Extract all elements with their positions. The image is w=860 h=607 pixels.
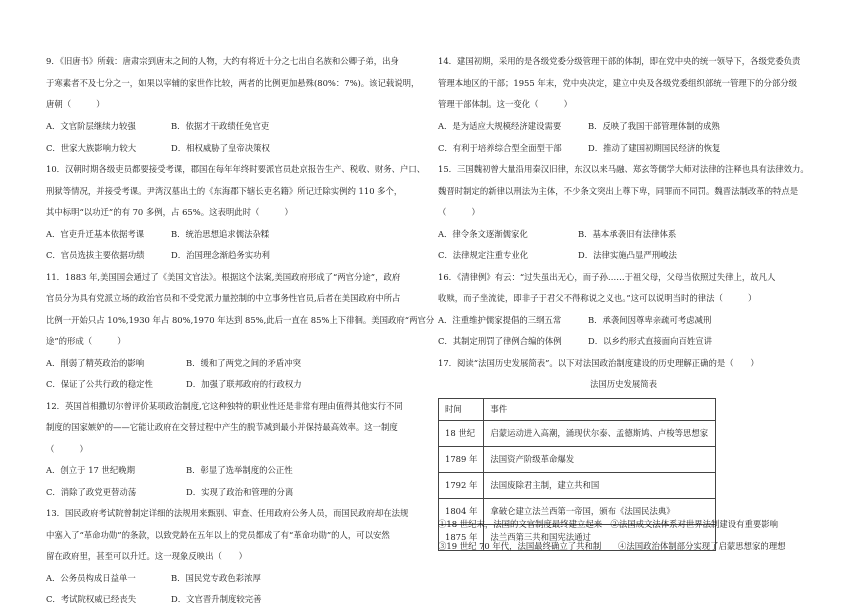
table-row <box>439 447 716 473</box>
q15-line-1: 15．三国魏初曾大量沿用秦汉旧律，东汉以来马融、郑玄等儒学大师对法律的注释也具有法律效力。 <box>438 164 809 174</box>
q9-option-c[interactable]: C．世家大族影响力较大 <box>46 143 137 153</box>
q15-option-d[interactable]: D．法律实施凸显严刑峻法 <box>578 250 677 260</box>
q12-option-d[interactable]: D．实现了政治和管理的分离 <box>186 487 294 497</box>
q12-line-3: （ ） <box>46 444 88 454</box>
q11-option-d[interactable]: D．加强了联邦政府的行政权力 <box>186 379 302 389</box>
q15-option-a[interactable]: A．律令条文逐渐儒家化 <box>438 229 528 239</box>
q17-line: 17．阅读“法国历史发展简表”。以下对法国政治制度建设的历史理解正确的是（ ） <box>438 358 759 368</box>
table-header-time: 时间 <box>439 399 484 421</box>
q9-option-d[interactable]: D．相权威胁了皇帝决策权 <box>171 143 270 153</box>
table-cell-time: 1875 年 <box>439 525 484 551</box>
q11-line-4: 途”的形成（ ） <box>46 336 126 346</box>
q11-option-c[interactable]: C．保证了公共行政的稳定性 <box>46 379 153 389</box>
q12-option-c[interactable]: C．消除了政党更替动荡 <box>46 487 137 497</box>
q10-option-d[interactable]: D．治国理念渐趋务实功利 <box>171 250 270 260</box>
q14-option-d[interactable]: D．推动了建国初期国民经济的恢复 <box>588 143 721 153</box>
q12-option-a[interactable]: A．创立于 17 世纪晚期 <box>46 465 136 475</box>
table-row <box>439 473 716 499</box>
table-cell-time: 1792 年 <box>439 473 484 499</box>
q16-option-a[interactable]: A．注重维护儒家提倡的三纲五常 <box>438 315 562 325</box>
q13-option-b[interactable]: B．国民党专政色彩浓厚 <box>171 573 261 583</box>
q10-line-2: 刑狱等情况，并接受考课。尹湾汉墓出土的《东海郡下辖长吏名籍》所记迁除实例约 110 多个， <box>46 186 403 196</box>
q11-line-2: 官员分为具有党派立场的政治官员和不受党派力量控制的中立事务性官员,后者在美国政府中所占 <box>46 293 401 303</box>
q13-line-2: 中塞入了“革命功勋”的条款，以致党龄在五年以上的党员都成了有“革命功勋”的人，可以安然 <box>46 530 390 540</box>
table-cell-event: 法国资产阶级革命爆发 <box>484 447 716 473</box>
q15-option-c[interactable]: C．法律规定注重专业化 <box>438 250 529 260</box>
q10-line-1: 10．汉朝时期各级吏员都要接受考课，郡国在每年年终时要派官员赴京报告生产、税收、财务、户口、 <box>46 164 426 174</box>
q13-option-c[interactable]: C．考试院权威已经丧失 <box>46 594 137 604</box>
table-title: 法国历史发展简表 <box>590 379 657 389</box>
q13-option-a[interactable]: A．公务员构成日益单一 <box>46 573 136 583</box>
q16-option-c[interactable]: C．其制定刑罚了律例合编的体例 <box>438 336 562 346</box>
table-header-event: 事件 <box>484 399 716 421</box>
q16-option-b[interactable]: B．承袭间因尊卑亲疏可考虑减刑 <box>588 315 712 325</box>
table-cell-event: 拿破仑建立法兰西第一帝国，颁布《法国民法典》 <box>484 499 716 525</box>
q11-option-a[interactable]: A．削弱了精英政治的影响 <box>46 358 145 368</box>
q10-option-a[interactable]: A．官吏升迁基本依据考课 <box>46 229 145 239</box>
table-row <box>439 421 716 447</box>
table-cell-event: 法国废除君主制，建立共和国 <box>484 473 716 499</box>
q16-line-2: 收赎，而子坐流徒，即非子于君父不得称说之义也。”这可以说明当时的律法（ ） <box>438 293 757 303</box>
q14-line-2: 管理本地区的干部；1955 年末，党中央决定，建立中央及各级党委组织部统一管理下的分部分级 <box>438 78 797 88</box>
table-cell-time: 18 世纪 <box>439 421 484 447</box>
q15-option-b[interactable]: B．基本承袭旧有法律体系 <box>578 229 677 239</box>
q13-option-d[interactable]: D．文官晋升制度较完善 <box>171 594 262 604</box>
q10-option-c[interactable]: C．官员选拔主要依据功绩 <box>46 250 145 260</box>
q14-option-b[interactable]: B．反映了我国干部管理体制的成熟 <box>588 121 720 131</box>
q13-line-3: 留在政府里，甚至可以升迁。这一现象反映出（ ） <box>46 551 247 561</box>
q12-option-b[interactable]: B．彰显了选举制度的公正性 <box>186 465 293 475</box>
table-cell-event: 启蒙运动进入高潮，涌现伏尔泰、孟德斯鸠、卢梭等思想家 <box>484 421 716 447</box>
q16-option-d[interactable]: D．以乡约形式直接面向百姓宣讲 <box>588 336 712 346</box>
table-header-row <box>439 399 716 421</box>
q12-line-2: 制度的国家嫉妒的——它能让政府在交替过程中产生的脱节减到最小并保持最高效率。这一制度 <box>46 422 398 432</box>
table-cell-event: 法兰西第三共和国宪法通过 <box>484 525 716 551</box>
q11-option-b[interactable]: B．缓和了两党之间的矛盾冲突 <box>186 358 302 368</box>
q14-line-1: 14．建国初期，采用的是各级党委分级管理干部的体制，即在党中央的统一领导下，各级党委负责 <box>438 56 801 66</box>
q14-line-3: 管理干部体制。这一变化（ ） <box>438 99 572 109</box>
q12-line-1: 12．英国首相撒切尔曾评价某项政治制度,它这种独特的职业性还是非常有理由值得其他实行不同 <box>46 401 403 411</box>
q11-line-3: 比例一开始只占 10%,1930 年占 80%,1970 年达到 85%,此后一直在 85%上下徘徊。美国政府“两官分 <box>46 315 435 325</box>
q11-line-1: 11．1883 年,美国国会通过了《美国文官法》。根据这个法案,美国政府形成了“两官分途”，政府 <box>46 272 401 282</box>
q16-line-1: 16．《清律例》有云：“过失虽出无心，而子孙……于祖父母，父母当依照过失律上，故凡人 <box>438 272 776 282</box>
q9-line-1: 9．《旧唐书》所载：唐肃宗到唐末之间的人物，大约有将近十分之七出自名族和公卿子弟，出身 <box>46 56 399 66</box>
table-cell-time: 1789 年 <box>439 447 484 473</box>
table-cell-time: 1804 年 <box>439 499 484 525</box>
q14-option-a[interactable]: A．是为适应大规模经济建设需要 <box>438 121 562 131</box>
q13-line-1: 13．国民政府考试院曾制定详细的法规用来甄别、审查、任用政府公务人员，而国民政府却在法规 <box>46 508 409 518</box>
q10-option-b[interactable]: B．统治思想追求儒法杂糅 <box>171 229 270 239</box>
q17-statement-line-2: ③19 世纪 70 年代，法国最终确立了共和制 ④法国政治体制部分实现了启蒙思想家的理想 <box>438 541 786 551</box>
q17-statement-line-1: ①18 世纪末，法国的文官制度最终建立起来 ②法国成文法体系对世界法制建设有重要影响 <box>438 519 778 529</box>
q9-line-2: 于寒素者不及七分之一，如果以宰辅的家世作比较，两者的比例更加悬殊(80%：7%)。该记载说明， <box>46 78 420 88</box>
q9-option-a[interactable]: A．文官阶层继续力较强 <box>46 121 136 131</box>
q9-line-3: 唐朝（ ） <box>46 99 105 109</box>
q9-option-b[interactable]: B．依据才干政绩任免官吏 <box>171 121 270 131</box>
q10-line-3: 其中标明“以功迁”的有 70 多例，占 65%。这表明此时（ ） <box>46 207 293 217</box>
q15-line-3: （ ） <box>438 207 480 217</box>
q15-line-2: 魏晋时制定的新律以刑法为主体，不少条文突出上尊下卑，同罪而不同罚。魏晋法制改革的特点是 <box>438 186 799 196</box>
q14-option-c[interactable]: C．有利于培养综合型全面型干部 <box>438 143 562 153</box>
